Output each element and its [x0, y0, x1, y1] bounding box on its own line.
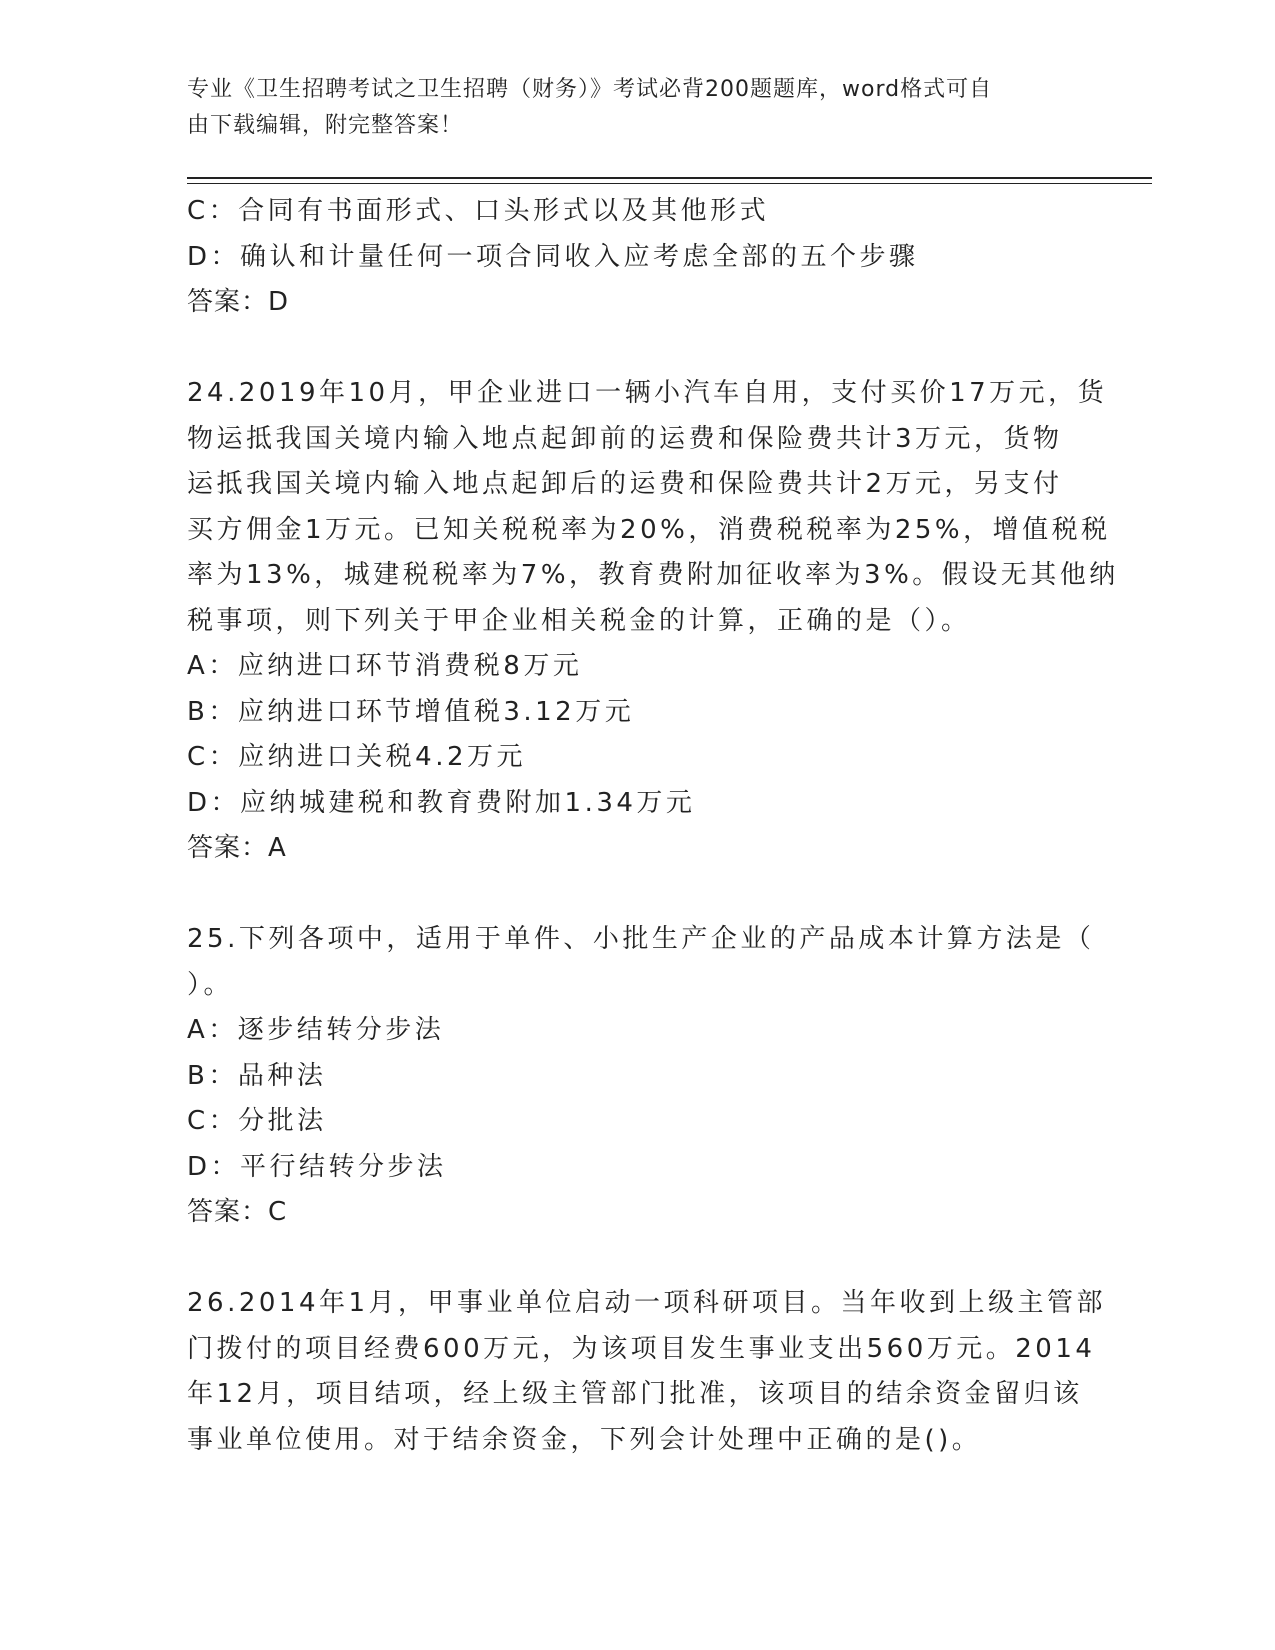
question-text-line: 事业单位使用。对于结余资金，下列会计处理中正确的是()。: [187, 1424, 982, 1455]
question-text-line: 税事项，则下列关于甲企业相关税金的计算，正确的是（）。: [187, 605, 971, 636]
question-text-line: 物运抵我国关境内输入地点起卸前的运费和保险费共计3万元，货物: [187, 423, 1063, 454]
question-text-line: 25.下列各项中，适用于单件、小批生产企业的产品成本计算方法是（: [187, 924, 1095, 954]
question-text-line: 26.2014年1月，甲事业单位启动一项科研项目。当年收到上级主管部: [187, 1288, 1107, 1318]
answer: 答案：D: [187, 287, 290, 317]
header-line-2: 由下载编辑，附完整答案！: [187, 113, 464, 138]
question-text-line: ）。: [187, 969, 234, 1000]
option-d: D：确认和计量任何一项合同收入应考虑全部的五个步骤: [187, 241, 919, 272]
question-text-line: 率为13%，城建税税率为7%，教育费附加征收率为3%。假设无其他纳: [187, 560, 1119, 590]
question-26: [187, 1281, 1107, 1463]
option-c: C：合同有书面形式、口头形式以及其他形式: [187, 196, 770, 226]
header-divider-thin: [187, 183, 1152, 184]
question-24: [187, 371, 1119, 872]
answer: 答案：C: [187, 1197, 288, 1227]
option-c: C：分批法: [187, 1106, 327, 1136]
option-a: A：应纳进口环节消费税8万元: [187, 651, 583, 681]
document-body: [187, 189, 1119, 1463]
answer: 答案：A: [187, 833, 287, 863]
header-line-1: 专业《卫生招聘考试之卫生招聘（财务）》考试必背200题题库，word格式可自: [187, 77, 993, 102]
question-text-line: 门拨付的项目经费600万元，为该项目发生事业支出560万元。2014: [187, 1333, 1096, 1364]
option-a: A：逐步结转分步法: [187, 1015, 445, 1045]
option-d: D：平行结转分步法: [187, 1151, 447, 1182]
option-d: D：应纳城建税和教育费附加1.34万元: [187, 787, 696, 818]
question-25: [187, 917, 1095, 1236]
question-23: [187, 189, 1087, 326]
header-divider-thick: [187, 177, 1152, 179]
question-text-line: 24.2019年10月，甲企业进口一辆小汽车自用，支付买价17万元，货: [187, 378, 1108, 408]
option-b: B：品种法: [187, 1060, 327, 1091]
option-c: C：应纳进口关税4.2万元: [187, 742, 527, 772]
document-header: [187, 72, 1067, 144]
question-text-line: 年12月，项目结项，经上级主管部门批准，该项目的结余资金留归该: [187, 1379, 1083, 1409]
option-b: B：应纳进口环节增值税3.12万元: [187, 696, 635, 727]
question-text-line: 买方佣金1万元。已知关税税率为20%，消费税税率为25%，增值税税: [187, 514, 1111, 545]
question-text-line: 运抵我国关境内输入地点起卸后的运费和保险费共计2万元，另支付: [187, 469, 1063, 499]
